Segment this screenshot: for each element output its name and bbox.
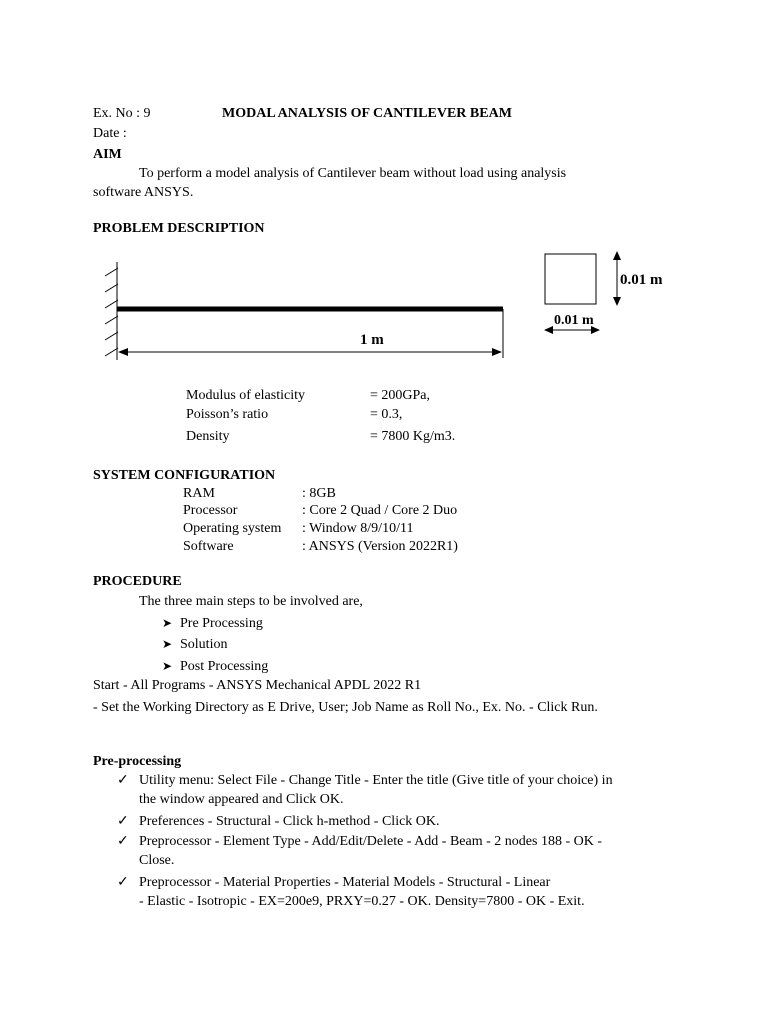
arrowhead-bullet-icon: ➤ — [162, 616, 173, 630]
page-title: MODAL ANALYSIS OF CANTILEVER BEAM — [222, 106, 512, 121]
checkmark-icon: ✓ — [117, 834, 129, 849]
property-value: = 7800 Kg/m3. — [370, 429, 456, 444]
problem-heading: PROBLEM DESCRIPTION — [93, 221, 265, 236]
section-width-label: 0.01 m — [554, 313, 594, 328]
property-value: = 0.3, — [370, 407, 403, 422]
property-name: Density — [186, 429, 230, 444]
property-name: Modulus of elasticity — [186, 388, 305, 403]
section-height-label: 0.01 m — [620, 272, 663, 288]
preprocessing-step: Utility menu: Select File - Change Title - Enter the title (Give title of your choice) in — [139, 773, 613, 788]
cantilever-beam-diagram — [0, 0, 768, 380]
checkmark-icon: ✓ — [117, 814, 129, 829]
property-name: Poisson’s ratio — [186, 407, 269, 422]
config-value: : ANSYS (Version 2022R1) — [302, 539, 458, 554]
procedure-step — [162, 614, 263, 633]
start-instruction: Start - All Programs - ANSYS Mechanical APDL 2022 R1 — [93, 678, 422, 693]
procedure-step-label: Solution — [180, 637, 228, 652]
beam-length-label: 1 m — [360, 332, 384, 348]
preprocessing-step: Preprocessor - Material Properties - Material Models - Structural - Linear — [139, 875, 551, 890]
procedure-step-label: Pre Processing — [180, 616, 263, 631]
config-label: Operating system — [183, 521, 282, 536]
width-arrow-left — [544, 326, 553, 334]
arrowhead-bullet-icon: ➤ — [162, 659, 173, 673]
arrowhead-bullet-icon: ➤ — [162, 637, 173, 651]
config-label: RAM — [183, 486, 215, 501]
config-label: Processor — [183, 503, 238, 518]
procedure-heading: PROCEDURE — [93, 574, 182, 589]
config-value: : Window 8/9/10/11 — [302, 521, 414, 536]
aim-heading: AIM — [93, 147, 122, 162]
exercise-number: Ex. No : 9 — [93, 106, 151, 121]
date-field: Date : — [93, 126, 127, 141]
preprocessing-step-continued: - Elastic - Isotropic - EX=200e9, PRXY=0.27 - OK. Density=7800 - OK - Exit. — [139, 894, 585, 909]
height-arrow-top — [613, 251, 621, 260]
system-heading: SYSTEM CONFIGURATION — [93, 468, 276, 483]
preprocessing-step-continued: Close. — [139, 853, 175, 868]
cross-section-square — [545, 254, 596, 304]
preprocessing-step: Preferences - Structural - Click h-method - Click OK. — [139, 814, 440, 829]
fixed-support-hatch — [105, 268, 118, 356]
dimension-arrow-left — [118, 348, 128, 356]
preprocessing-heading: Pre-processing — [93, 754, 182, 769]
procedure-intro: The three main steps to be involved are, — [139, 594, 363, 609]
checkmark-icon: ✓ — [117, 773, 129, 788]
config-value: : 8GB — [302, 486, 336, 501]
aim-text-line2: software ANSYS. — [93, 185, 194, 200]
preprocessing-step-continued: the window appeared and Click OK. — [139, 792, 344, 807]
directory-instruction: - Set the Working Directory as E Drive, User; Job Name as Roll No., Ex. No. - Click Run. — [93, 700, 598, 715]
dimension-arrow-right — [492, 348, 502, 356]
preprocessing-step: Preprocessor - Element Type - Add/Edit/Delete - Add - Beam - 2 nodes 188 - OK - — [139, 834, 602, 849]
property-value: = 200GPa, — [370, 388, 431, 403]
aim-text-line1: To perform a model analysis of Cantilever beam without load using analysis — [139, 166, 567, 181]
checkmark-icon: ✓ — [117, 875, 129, 890]
procedure-step — [162, 657, 268, 676]
procedure-step-label: Post Processing — [180, 659, 269, 674]
config-label: Software — [183, 539, 234, 554]
procedure-step — [162, 635, 227, 654]
config-value: : Core 2 Quad / Core 2 Duo — [302, 503, 458, 518]
height-arrow-bottom — [613, 297, 621, 306]
